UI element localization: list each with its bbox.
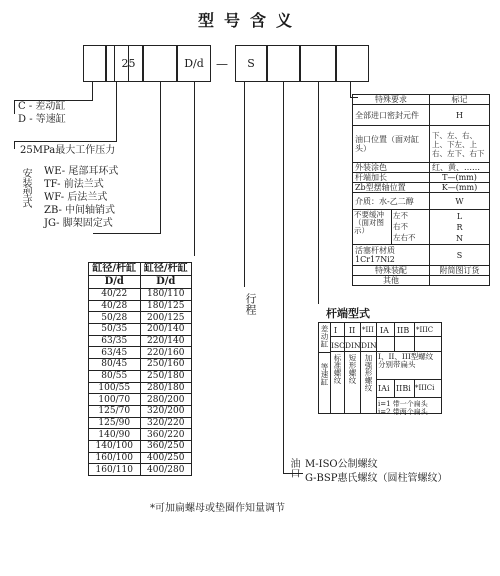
table-row: 140/100 360/250 bbox=[89, 440, 192, 452]
mount-item-tf: TF- 前法兰式 bbox=[44, 179, 104, 190]
code-box-1 bbox=[83, 45, 106, 82]
code-box-port bbox=[300, 45, 336, 82]
mount-item-jg: JG- 脚架固定式 bbox=[44, 218, 113, 229]
table-row: 特殊装配 附简图订货 bbox=[353, 266, 490, 276]
table-row: 其他 bbox=[353, 276, 490, 286]
bore-subheader-1: D/d bbox=[89, 276, 141, 289]
stroke-label: 行程 bbox=[244, 293, 257, 315]
table-row: 63/45 220/160 bbox=[89, 347, 192, 359]
mount-item-we: WE- 尾部耳环式 bbox=[44, 166, 119, 177]
table-row: 140/90 360/220 bbox=[89, 429, 192, 441]
table-row: 80/45 250/160 bbox=[89, 359, 192, 371]
code-dash: — bbox=[216, 57, 228, 71]
table-row: 介质：水-乙二醇 W bbox=[353, 193, 490, 210]
port-label: 油口 bbox=[288, 458, 299, 478]
footnote: *可加扁螺母或垫圈作知量调节 bbox=[150, 503, 285, 514]
table-row: 50/35 200/140 bbox=[89, 324, 192, 336]
table-row: Zb型摆轴位置 K—(mm) bbox=[353, 183, 490, 193]
code-box-mount bbox=[143, 45, 177, 82]
bore-table bbox=[88, 262, 192, 476]
table-row: 活塞杆材质1Cr17Ni2 S bbox=[353, 245, 490, 266]
table-row: 80/55 250/180 bbox=[89, 370, 192, 382]
mount-item-zb: ZB- 中间轴销式 bbox=[44, 205, 116, 216]
port-g: G-BSP惠氏螺纹（圆柱管螺纹） bbox=[305, 473, 448, 484]
table-row: 63/35 220/140 bbox=[89, 335, 192, 347]
code-box-rod bbox=[267, 45, 300, 82]
mount-item-wf: WF- 后法兰式 bbox=[44, 192, 108, 203]
table-row: 125/90 320/220 bbox=[89, 417, 192, 429]
pressure-label: 25MPa最大工作压力 bbox=[20, 145, 116, 156]
cylinder-type-c: C - 差动缸 bbox=[18, 101, 66, 112]
table-row: 100/70 280/200 bbox=[89, 394, 192, 406]
code-box-pressure: 25 bbox=[114, 45, 143, 82]
code-box-bore: D/d bbox=[177, 45, 211, 82]
table-row: 全部进口密封元件 H bbox=[353, 105, 490, 126]
table-row: 100/55 280/180 bbox=[89, 382, 192, 394]
table-row: 125/70 320/200 bbox=[89, 405, 192, 417]
code-box-special bbox=[336, 45, 369, 82]
rod-end-title: 杆端型式 bbox=[326, 307, 370, 320]
code-box-stroke: S bbox=[235, 45, 267, 82]
table-row: 40/28 180/125 bbox=[89, 300, 192, 312]
table-row: 杆端加长 T—(mm) bbox=[353, 173, 490, 183]
bore-header-2: 缸径/杆缸 bbox=[140, 263, 192, 276]
rod-end-table: 差动缸 等速缸 I II *III IA IIB *IIIC ISO DIN DIN I、II、III型螺纹分别带扁头 标准螺纹 短形螺纹 加强形螺纹 IAi IIBi *IIICi i=1 带一个扁头 i=2 带两个扁头 bbox=[318, 322, 442, 414]
bore-header-1: 缸径/杆缸 bbox=[89, 263, 141, 276]
table-row: 外装涂色 红、黄、…… bbox=[353, 163, 490, 173]
table-row: 160/100 400/250 bbox=[89, 452, 192, 464]
bore-subheader-2: D/d bbox=[140, 276, 192, 289]
table-row: 50/28 200/125 bbox=[89, 312, 192, 324]
table-row: 油口位置（面对缸头） 下、左、右、上、下左、上右、左下、右下 bbox=[353, 126, 490, 163]
table-row: 不要缓冲（面对图示） 左不 右不 左右不 L R N bbox=[353, 210, 490, 245]
page-title: 型号含义 bbox=[197, 11, 302, 30]
special-requirements-table: 特殊要求 标记 全部进口密封元件 H 油口位置（面对缸头） 下、左、右、上、下左、上右、左下、右下 外装涂色 红、黄、…… 杆端加长 T—(mm) Zb型摆轴位置 K—(mm) 介质：水-乙二醇 W 不要缓冲（面对图示） 左不 右不 左右不 L R N 活塞杆材质1Cr17Ni2 S 特殊装配 附简图订货 其他 bbox=[352, 94, 490, 286]
table-row: 160/110 400/280 bbox=[89, 464, 192, 476]
mount-label: 安装型式 bbox=[20, 168, 31, 208]
table-row: 40/22 180/110 bbox=[89, 289, 192, 301]
port-m: M-ISO公制螺纹 bbox=[305, 459, 378, 470]
cylinder-type-d: D - 等速缸 bbox=[18, 114, 66, 125]
